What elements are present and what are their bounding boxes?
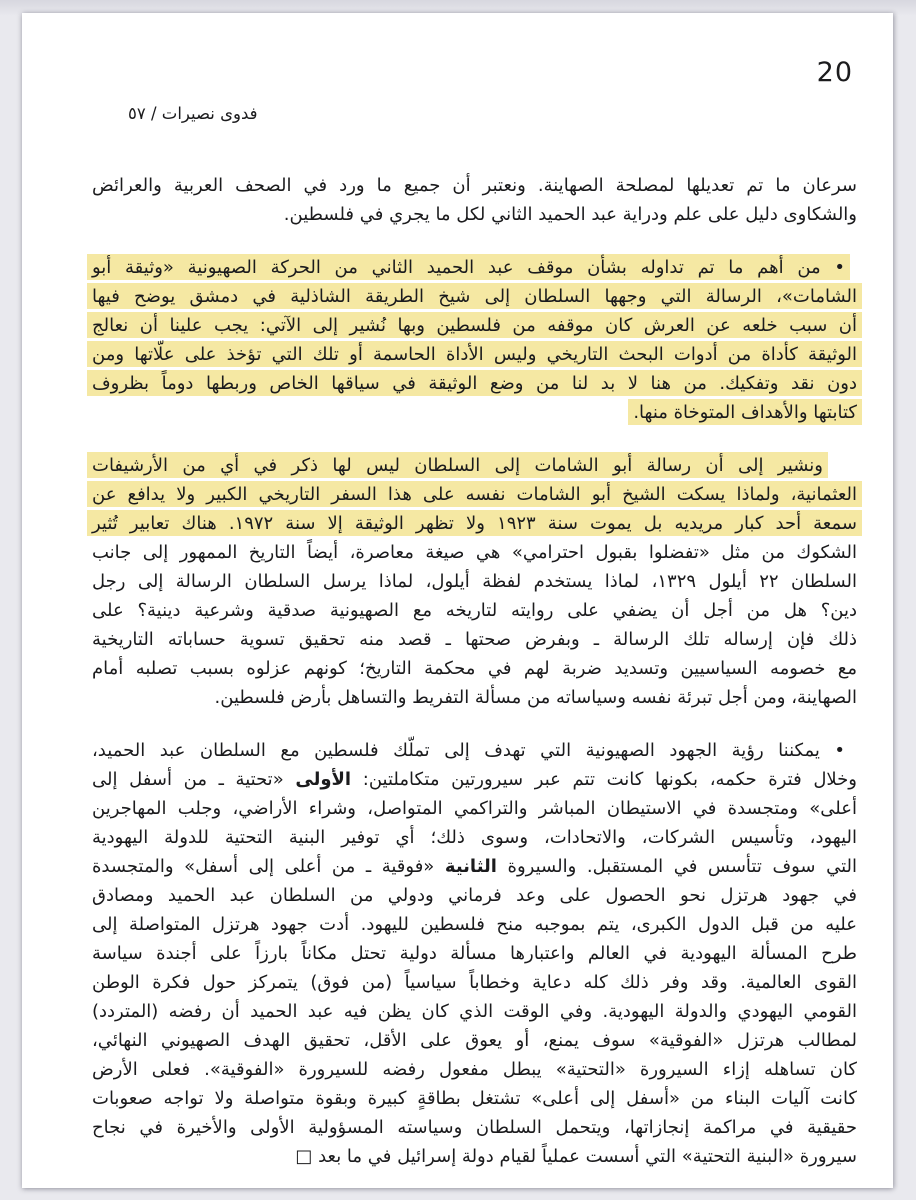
text-segment: اليهود، وتأسيس الشركات، والاتحادات، وسوى ذلك؛ أي توفير البنية التحتية للدولة اليهودية bbox=[92, 827, 857, 848]
highlight-segment: ونشير إلى أن رسالة أبو الشامات إلى السلطان ليس لها ذكر في أي من الأرشيفات bbox=[92, 452, 823, 478]
text-segment: ذلك فإن إرساله تلك الرسالة ـ وبفرض صحتها ـ قصد منه تحقيق تسوية حساباته التاريخية bbox=[92, 629, 857, 650]
highlight-segment: كتابتها والأهداف المتوخاة منها. bbox=[633, 399, 857, 425]
text-segment: سرعان ما تم تعديلها لمصلحة الصهاينة. ونعتبر أن جميع ما ورد في الصحف العربية والعرائض bbox=[92, 175, 857, 196]
para-zionist-efforts bbox=[92, 736, 857, 1171]
text-line bbox=[92, 654, 857, 683]
text-line bbox=[92, 1055, 857, 1084]
text-line bbox=[92, 171, 857, 200]
para-intro bbox=[92, 171, 857, 229]
text-line bbox=[92, 282, 857, 311]
text-line bbox=[92, 852, 857, 881]
text-line bbox=[92, 480, 857, 509]
text-line bbox=[92, 311, 857, 340]
text-line bbox=[92, 538, 857, 567]
highlight-segment: الشامات»، الرسالة التي وجهها السلطان إلى شيخ الطريقة الشاذلية في دمشق يوضح فيها bbox=[92, 283, 857, 309]
text-line bbox=[92, 369, 857, 398]
document-page bbox=[22, 13, 893, 1188]
text-segment: أعلى» ومتجسدة في الاستيطان المباشر والتراكمي المتواصل، وشراء الأراضي، وجلب المهاجرين bbox=[92, 798, 857, 819]
highlight-segment: أن سبب خلعه عن العرش كان موقفه من فلسطين وبها نُشير إلى الآتي: يجب علينا أن نعالج bbox=[92, 312, 857, 338]
page-number: 20 bbox=[816, 57, 853, 88]
text-line bbox=[92, 683, 857, 712]
text-line bbox=[92, 1113, 857, 1142]
highlight-segment: العثمانية، ولماذا يسكت الشيخ أبو الشامات نفسه على هذا السفر التاريخي الكبير ولا يدافع عن bbox=[92, 481, 857, 507]
text-segment: دين؟ هل من أجل أن يضفي على روايته لتاريخه مع الصهيونية صدقية وشرعية دينية؟ على bbox=[92, 600, 857, 621]
text-line bbox=[92, 910, 857, 939]
text-line bbox=[92, 340, 857, 369]
text-segment: السلطان ٢٢ أيلول ١٣٢٩، لماذا يستخدم لفظة أيلول، لماذا يرسل السلطان الرسالة إلى رجل bbox=[92, 571, 857, 592]
text-segment: كانت آليات البناء من «أسفل إلى أعلى» تشتغل بطاقةٍ كبيرة وبقوة متواصلة ولا تواجه صعوبات bbox=[92, 1088, 857, 1109]
text-segment: «تحتية ـ من أسفل إلى bbox=[92, 769, 296, 790]
text-line bbox=[92, 625, 857, 654]
text-segment: مع خصومه السياسيين وتسديد ضربة لهم في محكمة التاريخ؛ كونهم عزلوه بسبب تصلبه أمام bbox=[92, 658, 857, 679]
text-line bbox=[92, 1142, 857, 1171]
text-line bbox=[92, 596, 857, 625]
text-segment: وخلال فترة حكمه، بكونها كانت تتم عبر سيرورتين متكاملتين: bbox=[351, 769, 857, 790]
running-header: فدوى نصيرات / ٥٧ bbox=[128, 104, 258, 123]
text-segment: القومي اليهودي والدولة اليهودية. وفي الوقت الذي كان يظن فيه عبد الحميد أن رفضه (المتردد) bbox=[92, 1001, 857, 1022]
text-line bbox=[92, 881, 857, 910]
text-line bbox=[92, 398, 857, 427]
highlight-segment: دون نقد وتفكيك. من هنا لا بد لنا من وضع الوثيقة في سياقها الخاص وربطها دوماً بظروف bbox=[92, 370, 857, 396]
text-line bbox=[92, 997, 857, 1026]
text-line bbox=[92, 939, 857, 968]
text-line bbox=[92, 968, 857, 997]
text-line bbox=[92, 736, 857, 765]
text-segment: لمطالب هرتزل «الفوقية» سوف يمنع، أو يعوق على الأقل، تحقيق الهدف الصهيوني النهائي، bbox=[92, 1030, 857, 1051]
text-line bbox=[92, 1026, 857, 1055]
para-archives-doubts bbox=[92, 451, 857, 712]
text-segment: كان تساهله إزاء السيرورة «التحتية» يبطل مفعول رفضه للسيرورة «الفوقية». فعلى الأرض bbox=[92, 1059, 857, 1080]
text-segment: القوى العالمية. وقد وفر ذلك كله دعاية وخطاباً سياسياً (من فوق) يتمركز حول فكرة الوطن bbox=[92, 972, 857, 993]
highlight-segment: سمعة أحد كبار مريديه بل يموت سنة ١٩٢٣ ولا تظهر الوثيقة إلا سنة ١٩٧٢. هناك تعابير تُثير bbox=[92, 510, 857, 536]
highlight-segment: الوثيقة كأداة من أدوات البحث التاريخي وليس الأداة الحاسمة أو تلك التي تؤخذ على علّاتها ومن bbox=[92, 341, 857, 367]
text-segment: التي سوف تتأسس في المستقبل. والسيروة bbox=[496, 856, 857, 877]
text-segment: حقيقية في مراكمة إنجازاتها، ويتحمل السلطان وسياسته المسؤولية الأولى والأخيرة في نجاح bbox=[92, 1117, 857, 1138]
text-segment: • يمكننا رؤية الجهود الصهيونية التي تهدف إلى تملّك فلسطين مع السلطان عبد الحميد، bbox=[92, 740, 845, 761]
text-segment: الثانية bbox=[444, 856, 497, 877]
text-line bbox=[92, 1084, 857, 1113]
text-segment: الأولى bbox=[295, 769, 352, 790]
highlight-segment: • من أهم ما تم تداوله بشأن موقف عبد الحميد الثاني من الحركة الصهيونية «وثيقة أبو bbox=[92, 254, 845, 280]
text-line bbox=[92, 509, 857, 538]
text-segment: الشكوك من مثل «تفضلوا بقبول احترامي» هي صيغة معاصرة، أيضاً التاريخ الممهور إلى جانب bbox=[92, 542, 857, 563]
text-line bbox=[92, 567, 857, 596]
text-segment: في جهود هرتزل نحو الحصول على وعد فرماني ودولي من السلطان عبد الحميد ومصادق bbox=[92, 885, 857, 906]
text-segment: الصهاينة، ومن أجل تبرئة نفسه وسياساته من مسألة التفريط والتساهل بأرض فلسطين. bbox=[214, 687, 857, 708]
para-abu-shamat-document bbox=[92, 253, 857, 427]
text-segment: طرح المسألة اليهودية في العالم واعتبارها مسألة دولية تحتل مكاناً بارزاً على أجندة سياسة bbox=[92, 943, 857, 964]
text-line bbox=[92, 765, 857, 794]
text-line bbox=[92, 253, 857, 282]
document-body bbox=[92, 171, 857, 1171]
text-line bbox=[92, 200, 857, 229]
text-segment: «فوقية ـ من أعلى إلى أسفل» والمتجسدة bbox=[92, 856, 445, 877]
text-segment: عليه من قبل الدول الكبرى، يتم بموجبه منح فلسطين لليهود. أدت جهود هرتزل المتواصلة إلى bbox=[92, 914, 857, 935]
text-segment: سيرورة «البنية التحتية» التي أسست عملياً لقيام دولة إسرائيل في ما بعد □ bbox=[295, 1146, 857, 1167]
text-segment: والشكاوى دليل على علم ودراية عبد الحميد الثاني لكل ما يجري في فلسطين. bbox=[283, 204, 857, 225]
text-line bbox=[92, 823, 857, 852]
text-line bbox=[92, 794, 857, 823]
text-line bbox=[92, 451, 857, 480]
